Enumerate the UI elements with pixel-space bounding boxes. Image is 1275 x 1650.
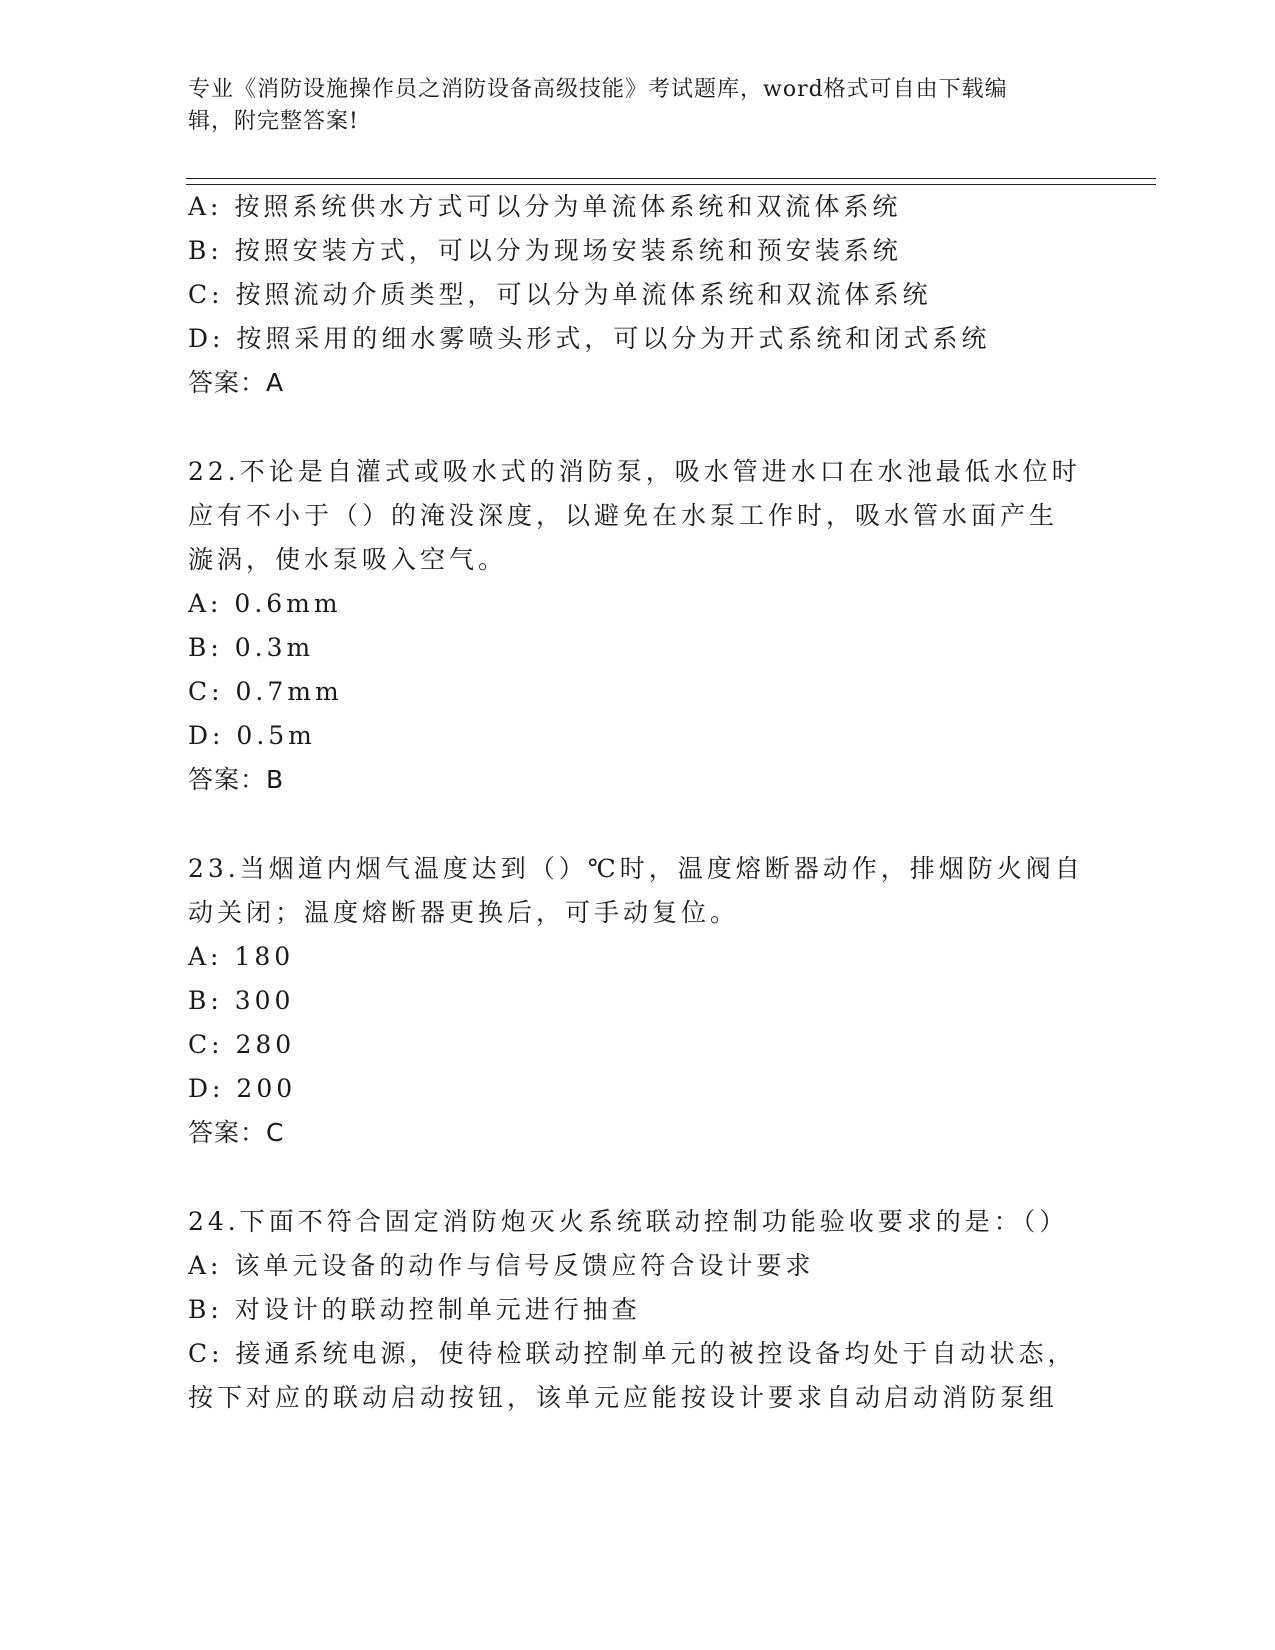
header-line-1: 专业《消防设施操作员之消防设备高级技能》考试题库，word格式可自由下载编 — [188, 77, 1008, 102]
q21-option-c: C: 按照流动介质类型，可以分为单流体系统和双流体系统 — [188, 280, 932, 309]
q23-stem-line-2: 动关闭；温度熔断器更换后，可手动复位。 — [188, 898, 740, 927]
q23-answer: 答案：C — [188, 1118, 285, 1147]
q21-option-d: D: 按照采用的细水雾喷头形式，可以分为开式系统和闭式系统 — [188, 324, 991, 353]
q24-option-c-line-2: 按下对应的联动启动按钮，该单元应能按设计要求自动启动消防泵组 — [188, 1383, 1059, 1412]
q22-option-b: B: 0.3m — [188, 633, 315, 662]
q23-option-b: B: 300 — [188, 986, 295, 1015]
q24-option-a: A: 该单元设备的动作与信号反馈应符合设计要求 — [188, 1251, 815, 1280]
header-rule-bottom — [186, 184, 1156, 185]
q22-stem-line-1: 22.不论是自灌式或吸水式的消防泵，吸水管进水口在水池最低水位时 — [188, 457, 1081, 486]
q21-option-b: B: 按照安装方式，可以分为现场安装系统和预安装系统 — [188, 236, 902, 265]
q21-option-a: A: 按照系统供水方式可以分为单流体系统和双流体系统 — [188, 192, 902, 221]
q22-option-d: D: 0.5m — [188, 721, 316, 750]
q22-stem-line-2: 应有不小于（）的淹没深度，以避免在水泵工作时，吸水管水面产生 — [188, 501, 1059, 530]
header-rule-top — [186, 178, 1156, 179]
q23-option-c: C: 280 — [188, 1030, 296, 1059]
q22-option-c: C: 0.7mm — [188, 677, 343, 706]
q21-answer: 答案：A — [188, 368, 285, 397]
q24-option-c-line-1: C: 接通系统电源，使待检联动控制单元的被控设备均处于自动状态， — [188, 1339, 1077, 1368]
q24-stem-line-1: 24.下面不符合固定消防炮灭火系统联动控制功能验收要求的是：（） — [188, 1207, 1069, 1236]
header-line-2: 辑，附完整答案! — [188, 109, 359, 134]
q22-answer: 答案：B — [188, 765, 285, 794]
q23-stem-line-1: 23.当烟道内烟气温度达到（）℃时，温度熔断器动作，排烟防火阀自 — [188, 854, 1084, 883]
document-header — [188, 74, 1068, 138]
q22-stem-line-3: 漩涡，使水泵吸入空气。 — [188, 545, 508, 574]
q22-option-a: A: 0.6mm — [188, 589, 342, 618]
q23-option-a: A: 180 — [188, 942, 295, 971]
q23-option-d: D: 200 — [188, 1074, 297, 1103]
q24-option-b: B: 对设计的联动控制单元进行抽查 — [188, 1295, 641, 1324]
